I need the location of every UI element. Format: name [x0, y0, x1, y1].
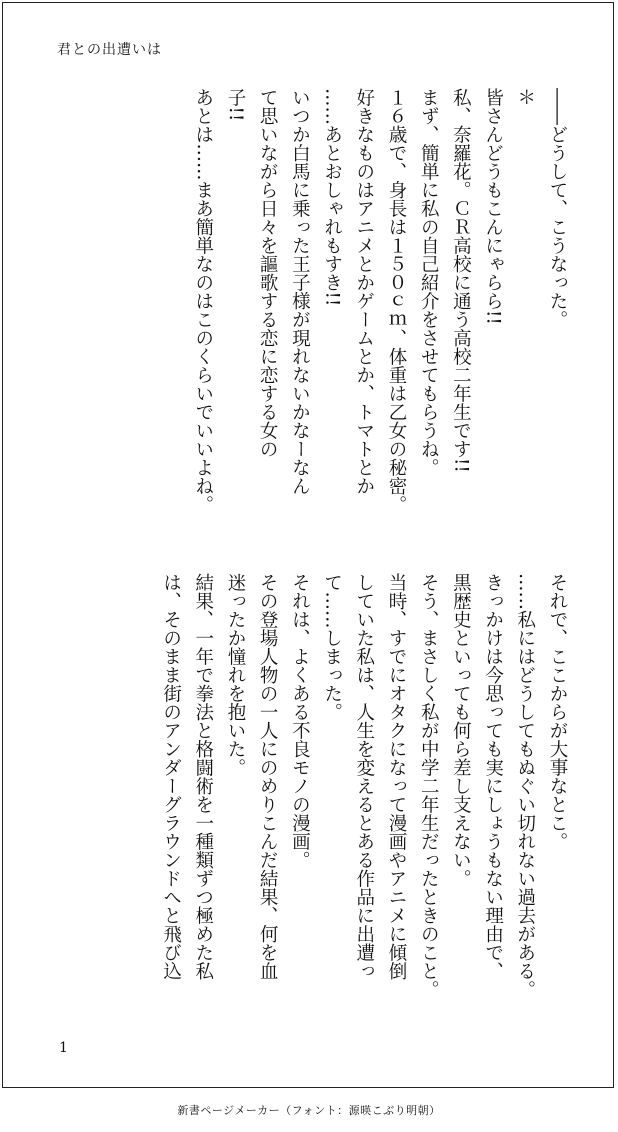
text-line: していた私は、人生を変えるとある作品に出遭っ	[353, 573, 375, 980]
text-line: 子!!	[224, 88, 246, 122]
text-line: 黒歴史といっても何ら差し支えない。	[450, 573, 472, 888]
text-line: 当時、すでにオタクになって漫画やアニメに傾倒	[385, 573, 407, 980]
text-line: それで、ここからが大事なとこ。	[547, 573, 568, 851]
text-line: ＊	[514, 88, 536, 107]
text-line: て思いながら日々を謳歌する恋に恋する女の	[257, 88, 279, 458]
text-line: 私、奈羅花。ＣＲ高校に通う高校二年生です!!	[450, 88, 472, 473]
text-line: 皆さんどうもこんにゃらら!!	[482, 88, 504, 325]
text-line: それは、よくある不良モノの漫画。	[289, 573, 311, 869]
footer-caption: 新書ページメーカー（フォント：源暎こぶり明朝）	[177, 1104, 441, 1117]
text-line: ……私にはどうしてもぬぐい切れない過去がある。	[514, 573, 536, 999]
text-line: まず、簡単に私の自己紹介をさせてもらうね。	[418, 88, 440, 477]
text-line: ――どうして、こうなった。	[547, 88, 568, 329]
text-line: は、そのまま街のアンダーグラウンドへと飛び込	[160, 573, 182, 980]
running-header: 君との出遭いは	[57, 42, 162, 58]
text-line: て……しまった。	[321, 573, 343, 721]
text-line: その登場人物の一人にのめりこんだ結果、何を血	[257, 573, 279, 980]
text-line: きっかけは今思っても実にしょうもない理由で、	[482, 573, 504, 980]
text-line: 好きなものはアニメとかゲームとか、トマトとか	[353, 88, 375, 495]
text-line: あとは……まあ簡単なのはこのくらいでいいよね。	[192, 88, 214, 514]
text-line: ……あとおしゃれもすき!!	[321, 88, 343, 307]
text-line: いつか白馬に乗った王子様が現れないかなーなん	[289, 88, 311, 495]
text-block-top	[43, 88, 573, 533]
text-line: そう、まさしく私が中学二年生だったときのこと。	[418, 573, 440, 999]
book-page	[2, 2, 614, 1088]
page-number: 1	[59, 1040, 68, 1056]
text-line: 迷ったか憧れを抱いた。	[224, 573, 246, 777]
text-block-bottom	[43, 573, 573, 1023]
text-line: 結果、一年で拳法と格闘術を一種類ずつ極めた私	[192, 573, 214, 980]
text-line: １６歳で、身長は１５０ｃｍ、体重は乙女の秘密。	[385, 88, 407, 514]
